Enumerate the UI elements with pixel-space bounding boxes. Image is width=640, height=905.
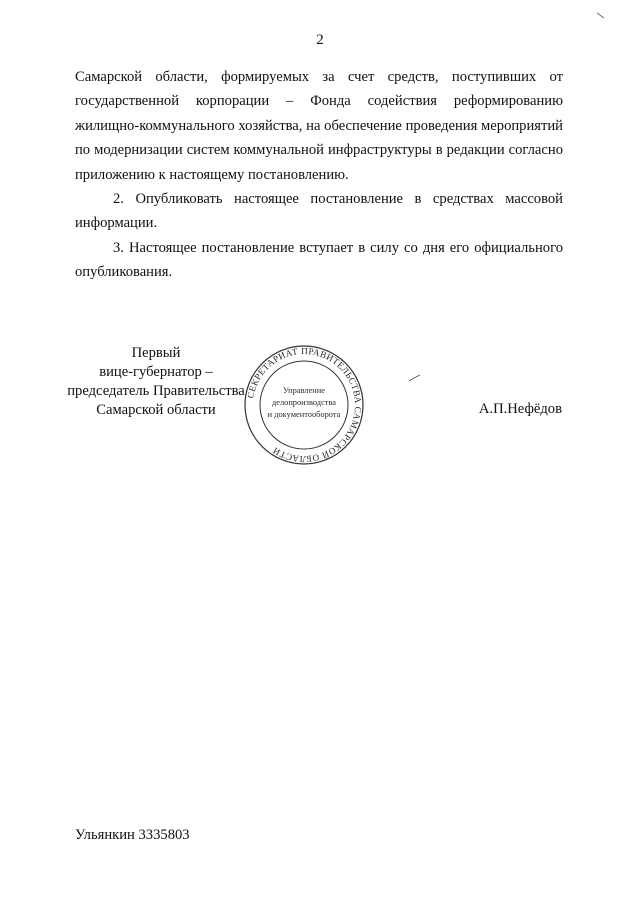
scan-mark <box>596 12 606 20</box>
signatory-position-line: вице-губернатор – <box>99 364 213 380</box>
signatory-position-line: председатель Правительства <box>67 383 245 399</box>
signatory-position-line: Самарской области <box>96 402 216 418</box>
signatory-name: А.П.Нефёдов <box>478 401 562 417</box>
page-number: 2 <box>316 32 324 48</box>
stamp-center-line: и документооборота <box>267 410 341 419</box>
paragraph-effective: 3. Настоящее постановление вступает в силу со дня его официального опубликования. <box>75 239 563 281</box>
official-stamp <box>242 343 366 467</box>
stamp-center-line: делопроизводства <box>271 398 337 407</box>
pen-mark <box>408 374 422 382</box>
executor-info: Ульянкин 3335803 <box>75 827 190 843</box>
document-body <box>75 65 563 285</box>
signatory-position <box>56 344 256 420</box>
stamp-center-line: Управление <box>282 386 326 395</box>
paragraph-continuation: Самарской области, формируемых за счет средств, поступивших от государственной корпорации – Фонда содействия реформированию жилищно-коммунального хозяйства, на обеспечение проведения мероприятий по модернизации систем коммунальной инфраструктуры в редакции согласно приложению к настоящему постановлению. <box>75 69 563 183</box>
signatory-position-line: Первый <box>131 345 181 361</box>
paragraph-publish: 2. Опубликовать настоящее постановление в средствах массовой информации. <box>75 191 563 232</box>
stamp-ring-text: СЕКРЕТАРИАТ ПРАВИТЕЛЬСТВА САМАРСКОЙ ОБЛАСТИ <box>245 345 364 465</box>
